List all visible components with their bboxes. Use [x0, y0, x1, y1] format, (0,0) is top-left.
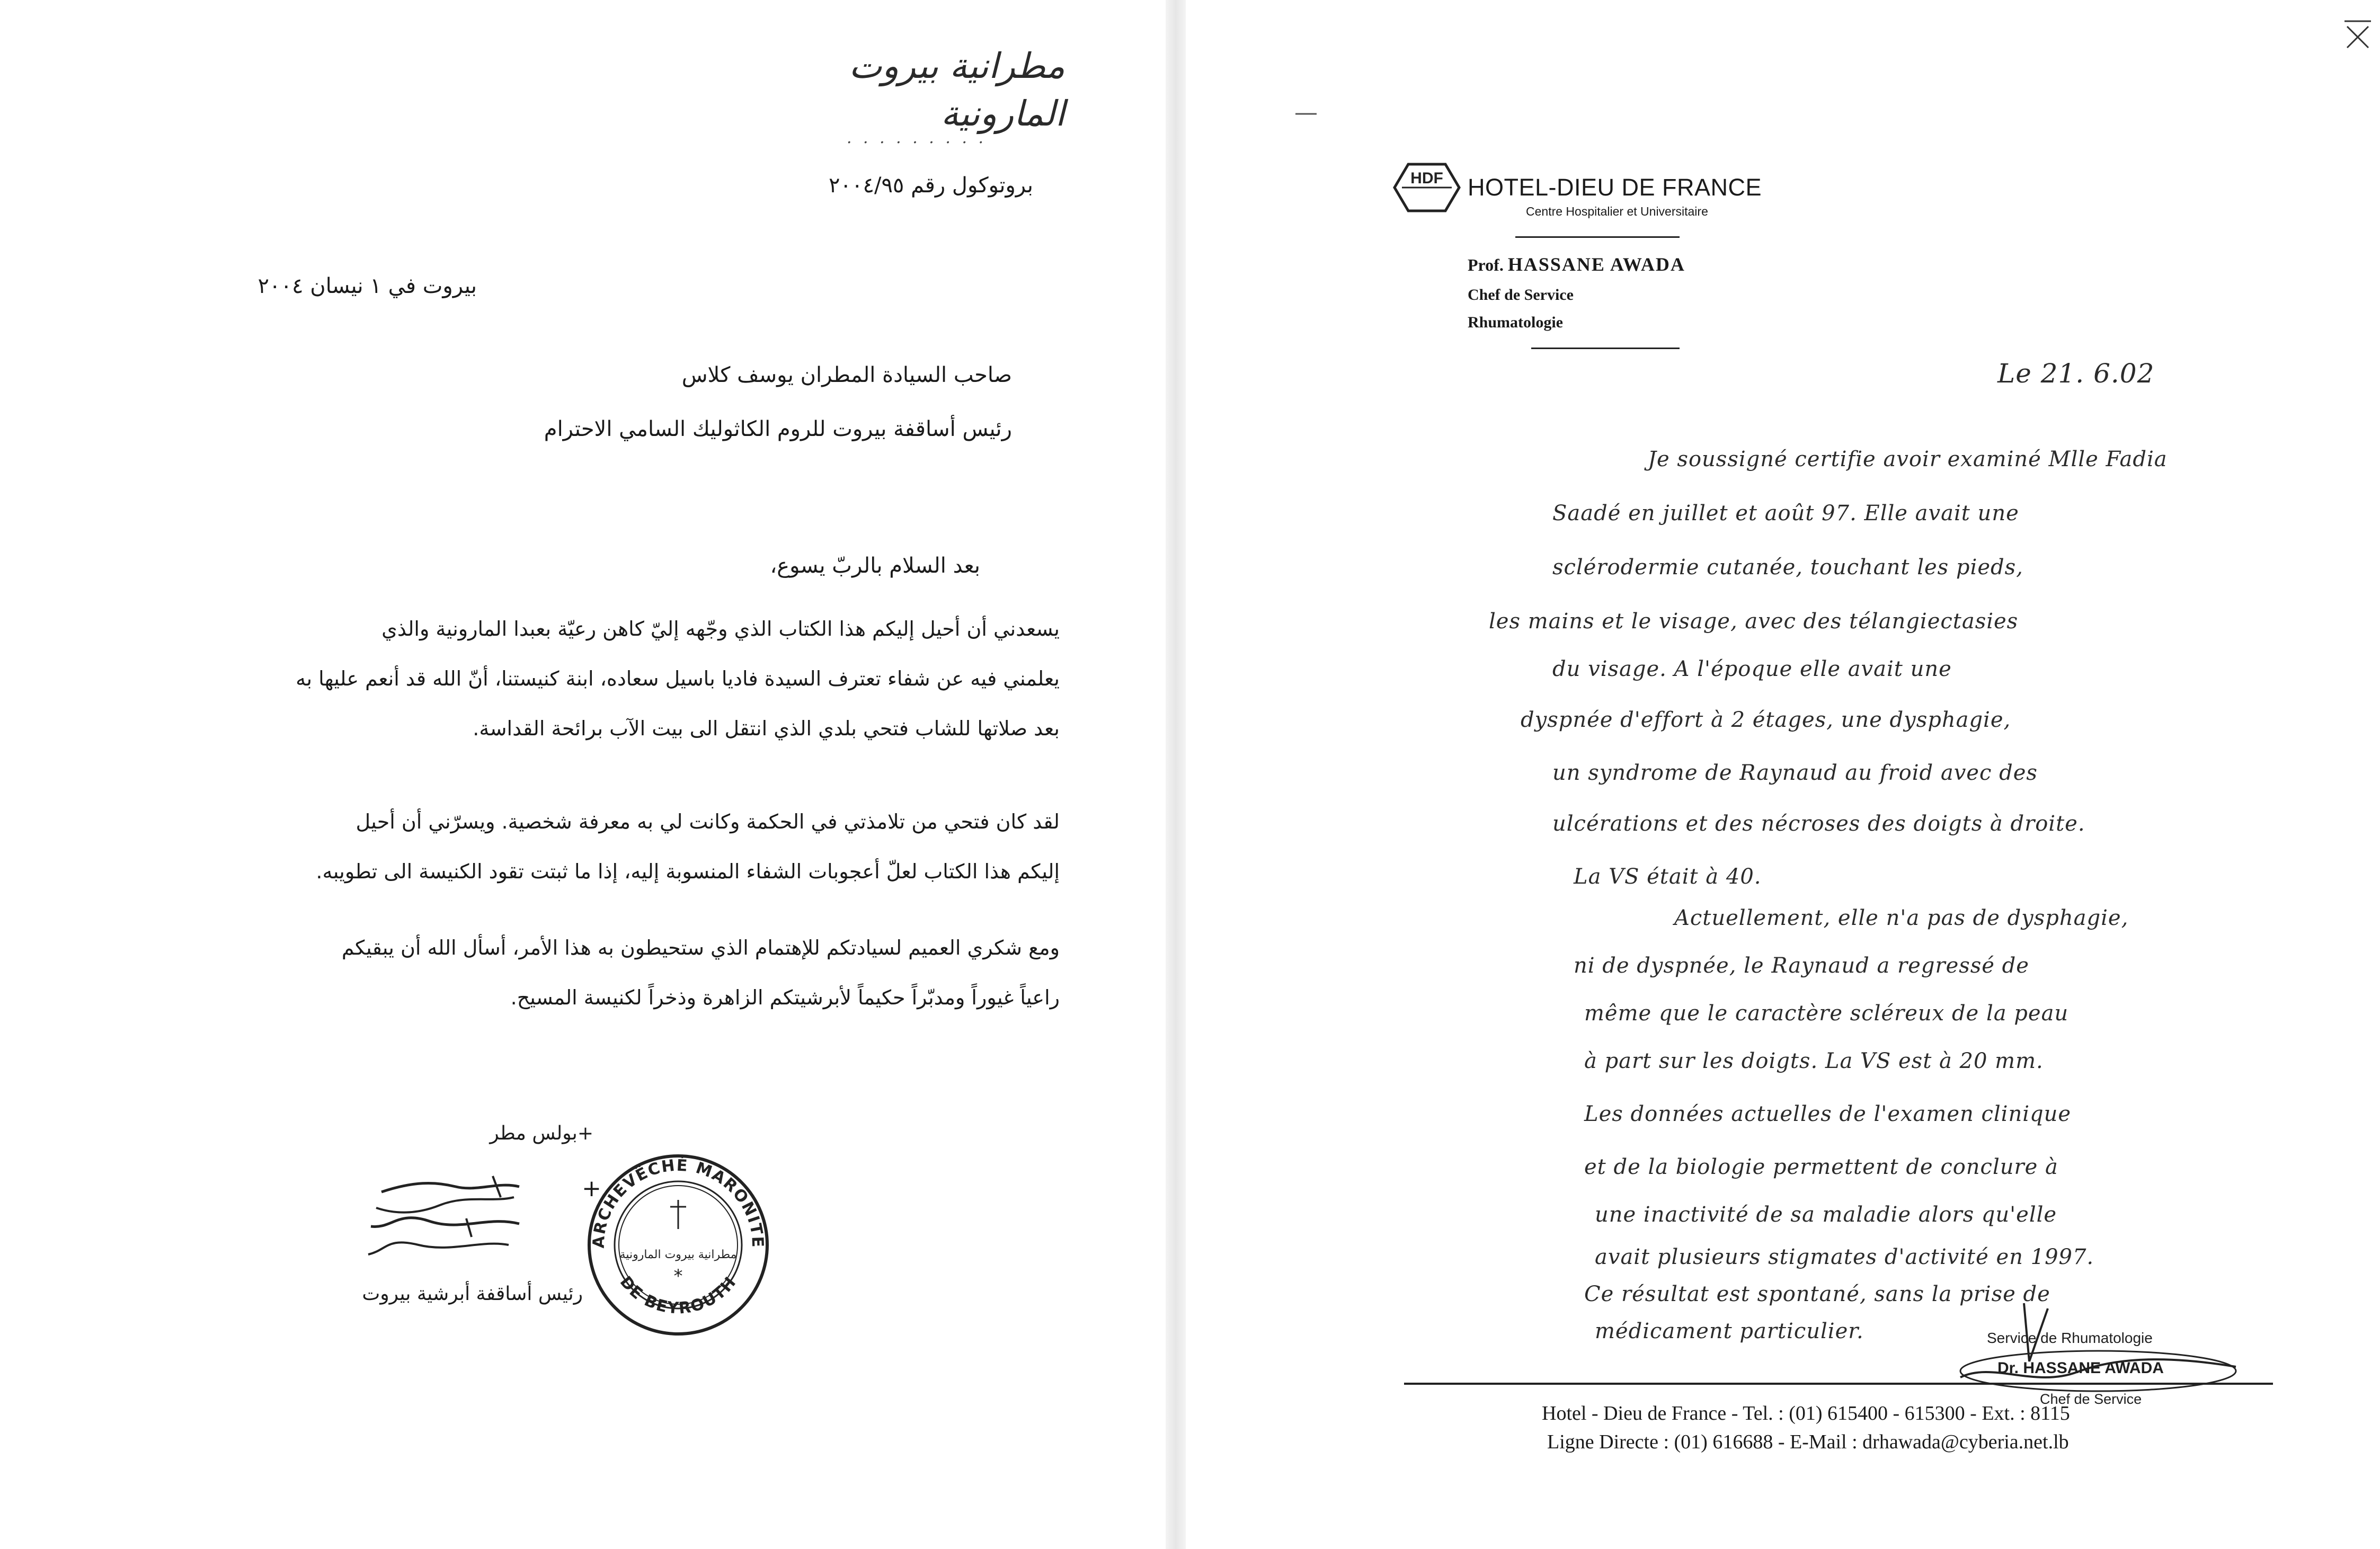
hdf-logo-icon [1392, 162, 1461, 213]
handwritten-line: et de la biologie permettent de conclure à [1584, 1155, 2058, 1179]
logo-text: HDF [1410, 170, 1443, 187]
handwritten-line: La VS était à 40. [1574, 865, 1762, 889]
letterhead-ornament: · · · · · · · · · [846, 133, 987, 152]
handwritten-line: du visage. A l'époque elle avait une [1552, 657, 1952, 681]
handwritten-line: à part sur les doigts. La VS est à 20 mm. [1584, 1049, 2044, 1073]
stamp-title: Chef de Service [2040, 1391, 2142, 1407]
greeting: بعد السلام بالربّ يسوع، [770, 554, 980, 578]
stamp-service: Service de Rhumatologie [1987, 1330, 2153, 1346]
hotel-name: HOTEL-DIEU DE FRANCE [1468, 174, 1762, 201]
seal-outer-top-text: ARCHEVÊCHÉ MARONITE [589, 1156, 767, 1249]
page-corner-mark [2342, 16, 2374, 53]
handwritten-line: médicament particulier. [1595, 1319, 1864, 1343]
handwritten-signature [360, 1165, 535, 1271]
handwritten-line: Je soussigné certifie avoir examiné Mlle Fadia [1648, 447, 2168, 471]
paragraph-2-line: لقد كان فتحي من تلامذتي في الحكمة وكانت لي به معرفة شخصية. ويسرّني أن أحيل [356, 810, 1060, 833]
handwritten-line: ni de dyspnée, le Raynaud a regressé de [1574, 954, 2029, 978]
scan-gutter [1166, 0, 1186, 1549]
prof-full-name: HASSANE AWADA [1507, 254, 1685, 275]
stamp-doctor: Dr. HASSANE AWADA [1997, 1359, 2164, 1377]
protocol-number: بروتوكول رقم ٢٠٠٤/٩٥ [829, 173, 1033, 198]
handwritten-line: un syndrome de Raynaud au froid avec des [1552, 761, 2038, 785]
handwritten-line: avait plusieurs stigmates d'activité en 1997. [1595, 1245, 2094, 1269]
footer-rule [1404, 1383, 2273, 1385]
archdiocese-seal [583, 1150, 774, 1340]
handwritten-line: Actuellement, elle n'a pas de dysphagie, [1674, 906, 2129, 930]
seal-inner-text: مطرانية بيروت المارونية [619, 1248, 737, 1261]
hotel-subtitle: Centre Hospitalier et Universitaire [1526, 204, 1708, 218]
signatory-name: +بولس مطر [490, 1123, 593, 1144]
handwritten-line: même que le caractère scléreux de la peau [1584, 1001, 2069, 1026]
plus-mark: + [582, 1175, 601, 1202]
handwritten-line: ulcérations et des nécroses des doigts à droite. [1552, 812, 2085, 836]
handwritten-line: une inactivité de sa maladie alors qu'elle [1595, 1203, 2057, 1227]
signatory-title: رئيس أساقفة أبرشية بيروت [362, 1283, 583, 1305]
handwritten-date: Le 21. 6.02 [1997, 358, 2155, 389]
doctor-signature [1950, 1298, 2246, 1404]
handwritten-line: Ce résultat est spontané, sans la prise de [1584, 1282, 2050, 1306]
header-rule [1515, 236, 1680, 238]
handwritten-line: Saadé en juillet et août 97. Elle avait une [1552, 501, 2019, 526]
title-rule [1531, 348, 1680, 349]
letterhead-text: مطرانية بيروت المارونية [849, 46, 1065, 134]
paragraph-3 [159, 923, 1060, 1022]
handwritten-line: Les données actuelles de l'examen clinique [1584, 1102, 2072, 1126]
arabic-letter-page [0, 0, 1166, 1549]
recipient-name: صاحب السيادة المطران يوسف كلاس [681, 363, 1012, 387]
handwritten-line: sclérodermie cutanée, touchant les pieds, [1552, 555, 2023, 580]
seal-star: * [673, 1266, 683, 1287]
footer-phone: Hotel - Dieu de France - Tel. : (01) 615400 - 615300 - Ext. : 8115 [1542, 1402, 2070, 1425]
handwritten-line: les mains et le visage, avec des télangiectasies [1489, 609, 2019, 634]
paragraph-1 [159, 604, 1060, 753]
paragraph-2-line: إليكم هذا الكتاب لعلّ أعجوبات الشفاء المنسوبة إليه، إذا ما ثبتت تقود الكنيسة الى تطويبه. [316, 860, 1060, 883]
prof-prefix: Prof. [1468, 255, 1504, 274]
professor-name [1468, 253, 1685, 275]
footer-direct-email: Ligne Directe : (01) 616688 - E-Mail : drhawada@cyberia.net.lb [1547, 1431, 2069, 1453]
professor-specialty: Rhumatologie [1468, 314, 1563, 331]
paragraph-1-line: يعلمني فيه عن شفاء تعترف السيدة فاديا باسيل سعاده، ابنة كنيستنا، أنّ الله قد أنعم عليها به [296, 667, 1060, 690]
paragraph-1-line: بعد صلاتها للشاب فتحي بلدي الذي انتقل الى بيت الآب برائحة القداسة. [473, 717, 1060, 740]
handwritten-line: dyspnée d'effort à 2 étages, une dysphagie, [1521, 708, 2011, 732]
recipient-title: رئيس أساقفة بيروت للروم الكاثوليك السامي الاحترام [544, 417, 1012, 441]
professor-title: Chef de Service [1468, 286, 1574, 304]
scan-speck [1293, 106, 1319, 122]
seal-outer-bottom-text: DE BEYROUTH [616, 1272, 741, 1318]
archdiocese-letterhead [768, 42, 1065, 152]
paragraph-2 [159, 797, 1060, 896]
paragraph-3-line: ومع شكري العميم لسيادتكم للإهتمام الذي ستحيطون به هذا الأمر، أسأل الله أن يبقيكم [341, 936, 1060, 959]
paragraph-3-line: راعياً غيوراً ومدبّراً حكيماً لأبرشيتكم الزاهرة وذخراً لكنيسة المسيح. [510, 986, 1060, 1009]
letter-date: بيروت في ١ نيسان ٢٠٠٤ [257, 274, 477, 298]
paragraph-1-line: يسعدني أن أحيل إليكم هذا الكتاب الذي وجّهه إليّ كاهن رعيّة بعبدا المارونية والذي [381, 617, 1060, 640]
